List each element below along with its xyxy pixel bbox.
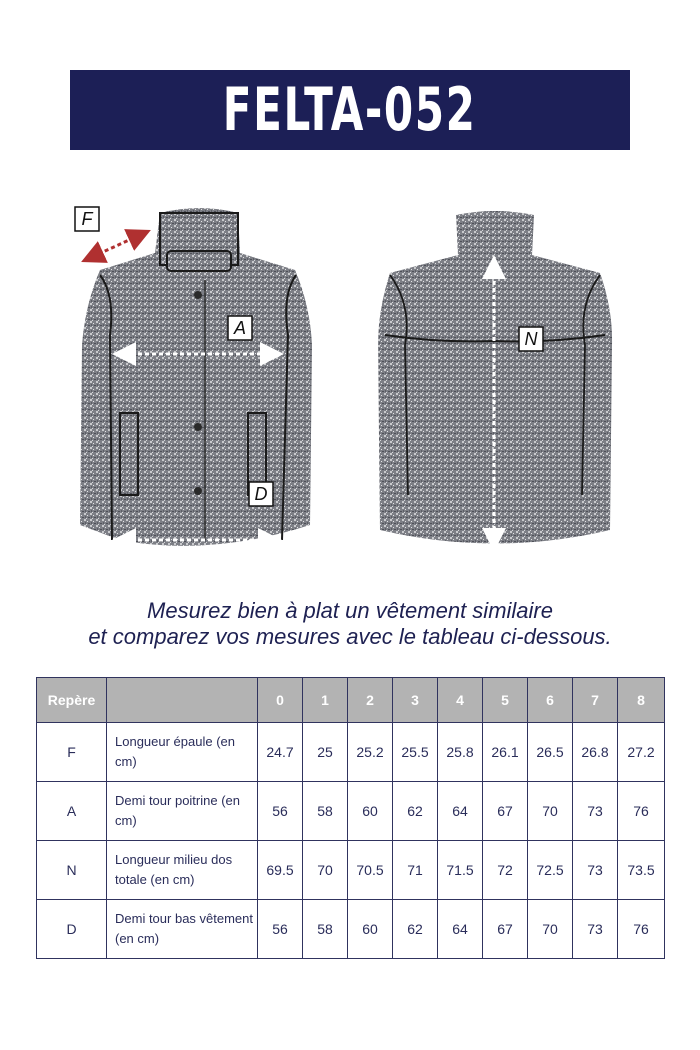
marker-n-label: N xyxy=(524,329,538,349)
cell-value: 25.5 xyxy=(393,723,438,782)
cell-value: 70.5 xyxy=(348,841,393,900)
marker-f-label: F xyxy=(81,209,93,229)
cell-value: 25 xyxy=(303,723,348,782)
row-code: A xyxy=(37,782,107,841)
cell-value: 70 xyxy=(528,900,573,959)
table-header-row xyxy=(37,678,665,723)
marker-d-label: D xyxy=(254,484,268,504)
cell-value: 76 xyxy=(618,782,665,841)
header-size: 8 xyxy=(618,678,665,723)
cell-value: 71.5 xyxy=(438,841,483,900)
row-label: Demi tour poitrine (en cm) xyxy=(107,782,258,841)
header-size: 4 xyxy=(438,678,483,723)
row-label: Longueur milieu dos totale (en cm) xyxy=(107,841,258,900)
cell-value: 71 xyxy=(393,841,438,900)
title-banner xyxy=(70,70,630,150)
header-size: 3 xyxy=(393,678,438,723)
cell-value: 67 xyxy=(483,900,528,959)
instruction-line-1: Mesurez bien à plat un vêtement similaire xyxy=(147,598,553,623)
shoulder-arrow xyxy=(92,235,140,257)
table-row xyxy=(37,782,665,841)
cell-value: 62 xyxy=(393,900,438,959)
cell-value: 60 xyxy=(348,900,393,959)
cell-value: 25.8 xyxy=(438,723,483,782)
cell-value: 56 xyxy=(258,900,303,959)
cell-value: 62 xyxy=(393,782,438,841)
cell-value: 26.8 xyxy=(573,723,618,782)
jacket-illustration xyxy=(60,195,640,565)
cell-value: 69.5 xyxy=(258,841,303,900)
measurement-instructions xyxy=(0,598,700,650)
header-size: 0 xyxy=(258,678,303,723)
table-row xyxy=(37,723,665,782)
front-jacket xyxy=(80,208,312,546)
cell-value: 64 xyxy=(438,900,483,959)
row-code: F xyxy=(37,723,107,782)
size-chart-table xyxy=(36,677,665,959)
cell-value: 58 xyxy=(303,900,348,959)
header-size: 6 xyxy=(528,678,573,723)
cell-value: 72.5 xyxy=(528,841,573,900)
cell-value: 76 xyxy=(618,900,665,959)
cell-value: 72 xyxy=(483,841,528,900)
cell-value: 73 xyxy=(573,900,618,959)
product-title: FELTA-052 xyxy=(223,75,477,145)
cell-value: 56 xyxy=(258,782,303,841)
row-label: Longueur épaule (en cm) xyxy=(107,723,258,782)
row-label: Demi tour bas vêtement (en cm) xyxy=(107,900,258,959)
marker-a-label: A xyxy=(233,318,247,338)
cell-value: 60 xyxy=(348,782,393,841)
row-code: N xyxy=(37,841,107,900)
cell-value: 64 xyxy=(438,782,483,841)
cell-value: 25.2 xyxy=(348,723,393,782)
header-size: 2 xyxy=(348,678,393,723)
table-row xyxy=(37,841,665,900)
cell-value: 70 xyxy=(528,782,573,841)
instruction-line-2: et comparez vos mesures avec le tableau ci-dessous. xyxy=(88,624,612,649)
row-code: D xyxy=(37,900,107,959)
header-size: 1 xyxy=(303,678,348,723)
header-repere: Repère xyxy=(37,678,107,723)
cell-value: 58 xyxy=(303,782,348,841)
cell-value: 27.2 xyxy=(618,723,665,782)
cell-value: 73 xyxy=(573,782,618,841)
cell-value: 70 xyxy=(303,841,348,900)
table-row xyxy=(37,900,665,959)
cell-value: 26.1 xyxy=(483,723,528,782)
header-description xyxy=(107,678,258,723)
header-size: 5 xyxy=(483,678,528,723)
header-size: 7 xyxy=(573,678,618,723)
cell-value: 24.7 xyxy=(258,723,303,782)
cell-value: 67 xyxy=(483,782,528,841)
cell-value: 26.5 xyxy=(528,723,573,782)
cell-value: 73 xyxy=(573,841,618,900)
cell-value: 73.5 xyxy=(618,841,665,900)
